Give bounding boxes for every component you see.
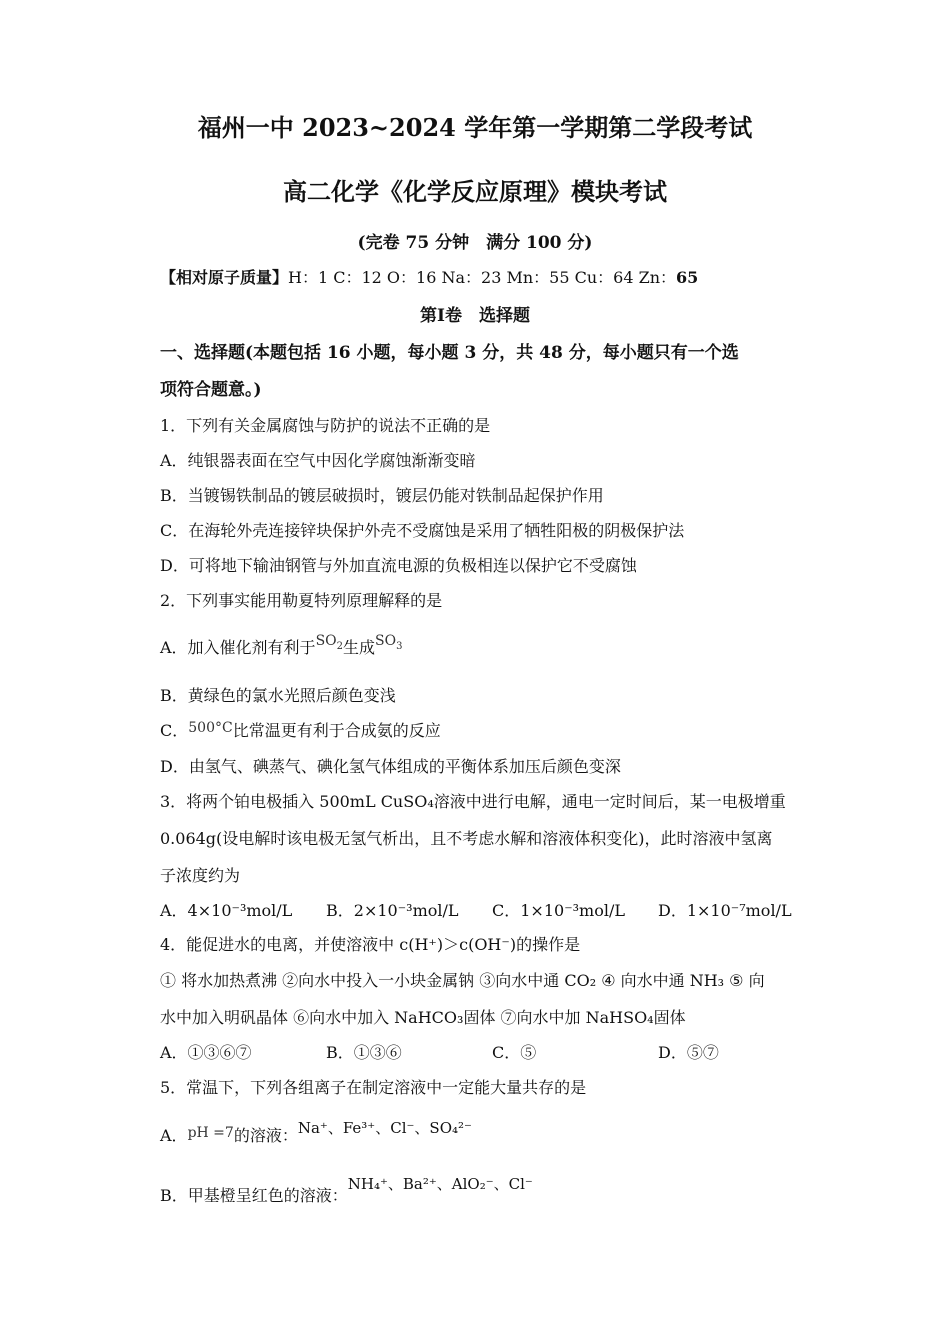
q3-stem-line3: 子浓度约为 <box>160 866 241 885</box>
q4-option-b: B．①③⑥ <box>326 1043 402 1062</box>
q2-a-mid: 生成 <box>343 638 376 657</box>
atomic-mass-line <box>160 268 698 288</box>
q3-option-c: C．1×10⁻³mol/L <box>492 901 625 920</box>
q2-c-prefix: C． <box>160 721 189 740</box>
part1-heading-line1: 一、选择题(本题包括 16 小题，每小题 3 分，共 48 分，每小题只有一个选 <box>160 343 739 363</box>
q5-a-post: 的溶液： <box>233 1126 298 1145</box>
q2-c-post: 比常温更有利于合成氨的反应 <box>232 721 441 740</box>
exam-info: (完卷 75 分钟 满分 100 分) <box>357 233 593 253</box>
q5-option-b <box>160 1175 533 1206</box>
q3-option-a: A．4×10⁻³mol/L <box>160 901 293 920</box>
q2-a-prefix: A．加入催化剂有利于 <box>160 638 316 657</box>
q2-a-so2: $SO_2$ <box>315 633 344 652</box>
volume-heading: 第Ⅰ卷 选择题 <box>420 306 530 326</box>
q4-option-a: A．①③⑥⑦ <box>160 1043 252 1062</box>
q1-option-a: A．纯银器表面在空气中因化学腐蚀渐渐变暗 <box>160 451 476 470</box>
q1-option-d: D．可将地下输油钢管与外加直流电源的负极相连以保护它不受腐蚀 <box>160 556 637 575</box>
q2-option-c <box>160 721 441 742</box>
atomic-mass-last: 65 <box>676 268 699 287</box>
q2-c-temp: 500°C <box>188 720 233 736</box>
q2-option-a <box>160 633 403 659</box>
part1-heading-line2: 项符合题意。) <box>160 380 262 400</box>
q1-stem: 1．下列有关金属腐蚀与防护的说法不正确的是 <box>160 416 491 435</box>
q3-stem-line1: 3．将两个铂电极插入 500mL CuSO₄溶液中进行电解，通电一定时间后，某一电极增重 <box>160 792 786 811</box>
exam-title: 福州一中 2023~2024 学年第一学期第二学段考试 <box>197 113 753 142</box>
q5-b-ions: NH₄⁺、Ba²⁺、AlO₂⁻、Cl⁻ <box>347 1175 533 1193</box>
q5-option-a <box>160 1119 472 1147</box>
q4-ops-line2: 水中加入明矾晶体 ⑥向水中加入 NaHCO₃固体 ⑦向水中加 NaHSO₄固体 <box>160 1008 686 1027</box>
q4-option-d: D．⑤⑦ <box>658 1043 719 1062</box>
q5-a-prefix: A． <box>160 1126 188 1145</box>
exam-subtitle: 高二化学《化学反应原理》模块考试 <box>283 177 667 206</box>
q2-a-so3: $SO_3$ <box>375 633 403 652</box>
atomic-mass-values: H：1 C：12 O：16 Na：23 Mn：55 Cu：64 Zn： <box>288 268 677 287</box>
q1-option-c: C．在海轮外壳连接锌块保护外壳不受腐蚀是采用了牺牲阳极的阴极保护法 <box>160 521 685 540</box>
q1-option-b: B．当镀锡铁制品的镀层破损时，镀层仍能对铁制品起保护作用 <box>160 486 604 505</box>
q3-option-d: D．1×10⁻⁷mol/L <box>658 901 792 920</box>
q2-option-d: D．由氢气、碘蒸气、碘化氢气体组成的平衡体系加压后颜色变深 <box>160 757 621 776</box>
q4-stem: 4．能促进水的电离，并使溶液中 c(H⁺)＞c(OH⁻)的操作是 <box>160 935 581 954</box>
q2-option-b: B．黄绿色的氯水光照后颜色变浅 <box>160 686 396 705</box>
q5-a-ph: pH =7 <box>187 1125 234 1141</box>
atomic-mass-label: 【相对原子质量】 <box>160 268 289 287</box>
q5-stem: 5．常温下，下列各组离子在制定溶液中一定能大量共存的是 <box>160 1078 587 1097</box>
q5-b-prefix: B．甲基橙呈红色的溶液： <box>160 1186 348 1205</box>
q5-a-ions: Na⁺、Fe³⁺、Cl⁻、SO₄²⁻ <box>297 1119 472 1137</box>
q3-stem-line2: 0.064g(设电解时该电极无氢气析出，且不考虑水解和溶液体积变化)，此时溶液中氢离 <box>160 829 773 848</box>
q4-ops-line1: ① 将水加热煮沸 ②向水中投入一小块金属钠 ③向水中通 CO₂ ④ 向水中通 NH₃ ⑤ 向 <box>160 971 765 990</box>
q4-option-c: C．⑤ <box>492 1043 537 1062</box>
q2-stem: 2．下列事实能用勒夏特列原理解释的是 <box>160 591 443 610</box>
q3-option-b: B．2×10⁻³mol/L <box>326 901 459 920</box>
